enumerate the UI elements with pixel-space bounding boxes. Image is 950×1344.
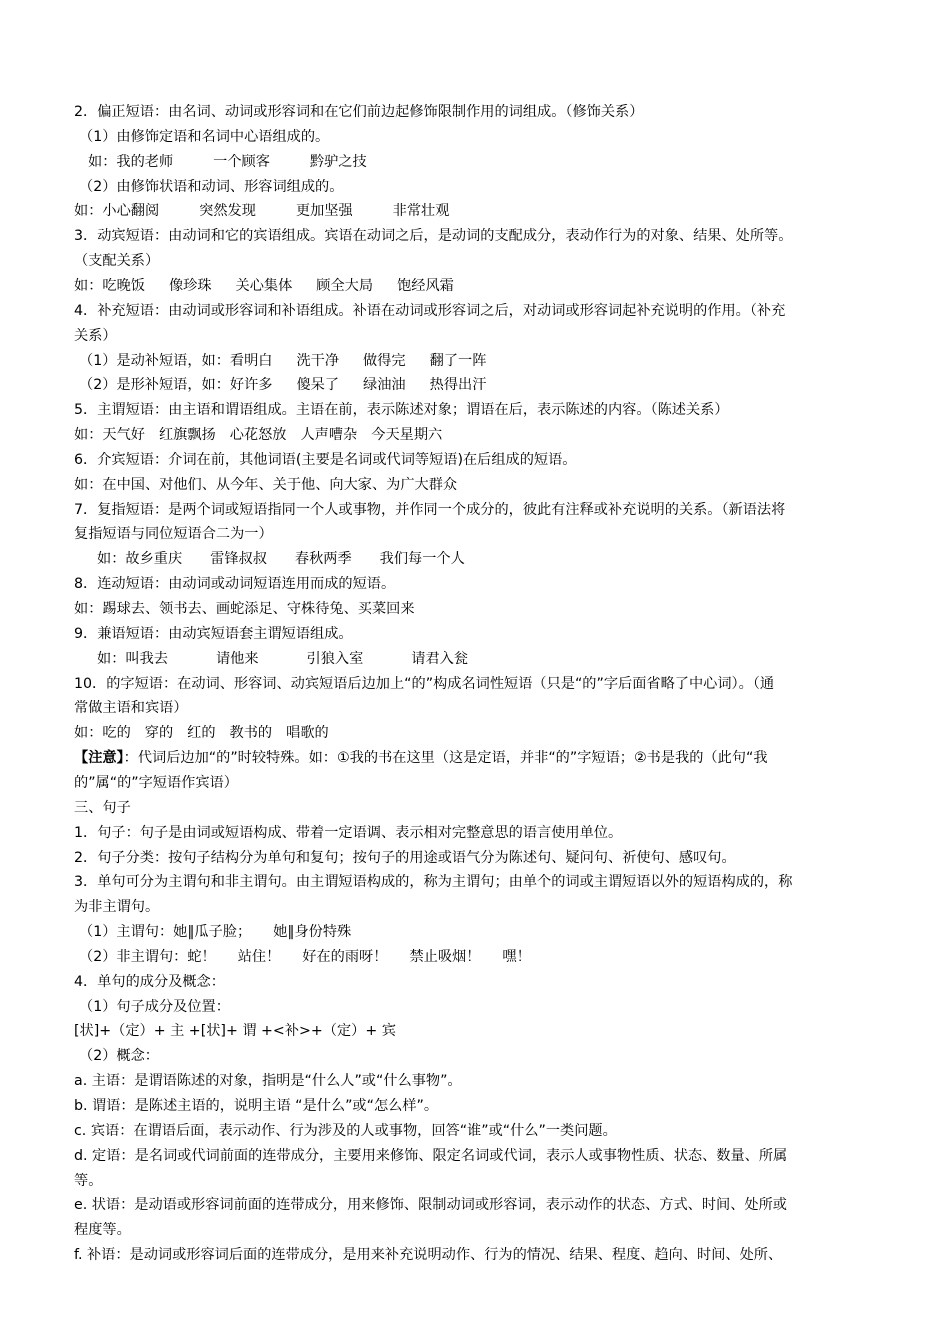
text-segment: （2）非主谓句：蛇！ xyxy=(79,948,216,965)
text-segment: f. 补语：是动词或形容词后面的连带成分，是用来补充说明动作、行为的情况、结果、程度、趋向、时间、处所、 xyxy=(74,1247,783,1264)
text-line xyxy=(74,274,920,299)
text-segment: （支配关系） xyxy=(74,253,160,270)
text-line xyxy=(74,870,920,895)
text-segment: （2）由修饰状语和动词、形容词组成的。 xyxy=(79,178,344,195)
text-line xyxy=(97,647,943,672)
text-line xyxy=(74,1119,920,1144)
note-label: 【注意】 xyxy=(74,750,124,767)
text-segment: 我们每一个人 xyxy=(379,551,465,568)
text-segment: 三、句子 xyxy=(74,799,131,816)
text-segment: 4．补充短语：由动词或形容词和补语组成。补语在动词或形容词之后，对动词或形容词起补充说明的作用。（补充 xyxy=(74,302,786,319)
text-line xyxy=(74,299,920,324)
text-segment: 10．的字短语：在动词、形容词、动宾短语后边加上“的”构成名词性短语（只是“的”字后面省略了中心词）。（通 xyxy=(74,675,775,692)
text-line xyxy=(79,995,925,1020)
text-segment: 5．主谓短语：由主语和谓语组成。主语在前，表示陈述对象；谓语在后，表示陈述的内容。（陈述关系） xyxy=(74,402,729,419)
text-line xyxy=(74,1069,920,1094)
text-segment: d. 定语：是名词或代词前面的连带成分，主要用来修饰、限定名词或代词，表示人或事物性质、状态、数量、所属 xyxy=(74,1147,788,1164)
text-segment: 如：小心翻阅 xyxy=(74,203,160,220)
text-segment: 1．句子：句子是由词或短语构成、带着一定语调、表示相对完整意思的语言使用单位。 xyxy=(74,824,623,841)
text-segment: 3．单句可分为主谓句和非主谓句。由主谓短语构成的，称为主谓句；由单个的词或主谓短语以外的短语构成的，称 xyxy=(74,874,793,891)
text-segment: 傻呆了 xyxy=(296,377,340,394)
text-line xyxy=(74,1243,920,1268)
text-line xyxy=(79,125,925,150)
text-line xyxy=(74,100,920,125)
text-line xyxy=(74,597,920,622)
text-line xyxy=(74,696,920,721)
text-segment: 嘿！ xyxy=(502,948,531,965)
text-segment: 春秋两季 xyxy=(294,551,352,568)
text-segment: 关系） xyxy=(74,327,117,344)
text-line xyxy=(74,821,920,846)
text-segment: 程度等。 xyxy=(74,1222,131,1239)
text-line xyxy=(74,746,920,771)
text-segment: 常做主语和宾语） xyxy=(74,700,188,717)
text-line xyxy=(74,1144,920,1169)
text-line xyxy=(97,547,943,572)
text-segment: 今天星期六 xyxy=(371,427,443,444)
text-segment: 如：叫我去 xyxy=(97,650,168,667)
text-line xyxy=(79,373,925,398)
text-line xyxy=(74,1193,920,1218)
text-segment: ：代词后边加“的”时较特殊。如：①我的书在这里（这是定语，并非“的”字短语；②书是我的（此句“我 xyxy=(123,750,768,767)
text-segment: 突然发现 xyxy=(199,203,256,220)
text-line xyxy=(74,249,920,274)
text-segment: 红旗飘扬 xyxy=(158,427,216,444)
text-segment: 如：故乡重庆 xyxy=(97,551,183,568)
text-segment: 2．偏正短语：由名词、动词或形容词和在它们前边起修饰限制作用的词组成。（修饰关系） xyxy=(74,104,644,120)
text-segment: 8．连动短语：由动词或动词短语连用而成的短语。 xyxy=(74,576,396,593)
text-segment: 的”属“的”字短语作宾语） xyxy=(74,774,238,791)
text-segment: 洗干净 xyxy=(296,352,340,369)
text-segment: 雷锋叔叔 xyxy=(210,551,267,568)
text-segment: 引狼入室 xyxy=(306,650,364,667)
text-segment: 穿的 xyxy=(144,725,174,742)
text-segment: 7．复指短语：是两个词或短语指同一个人或事物，并作同一个成分的，彼此有注释或补充说明的关系。（新语法将 xyxy=(74,501,786,518)
text-line xyxy=(74,423,920,448)
text-line xyxy=(74,522,920,547)
text-segment: 请君入瓮 xyxy=(411,650,469,667)
text-segment: 请他来 xyxy=(215,650,259,667)
text-segment: （1）由修饰定语和名词中心语组成的。 xyxy=(79,128,330,145)
text-segment: 如：在中国、对他们、从今年、关于他、向大家、为广大群众 xyxy=(74,476,458,493)
text-segment: [状]+（定）+ 主 +[状]+ 谓 +<补>+（定）+ 宾 xyxy=(74,1023,396,1040)
text-line xyxy=(74,771,920,796)
text-line xyxy=(74,1218,920,1243)
text-segment: 教书的 xyxy=(229,725,273,742)
text-segment: （1）是动补短语，如：看明白 xyxy=(79,352,273,369)
text-segment: 2．句子分类：按句子结构分为单句和复句；按句子的用途或语气分为陈述句、疑问句、祈使句、感叹句。 xyxy=(74,849,736,866)
text-segment: b. 谓语：是陈述主语的，说明主语 “是什么”或“怎么样”。 xyxy=(74,1098,439,1114)
text-segment: 4．单句的成分及概念： xyxy=(74,973,225,990)
text-line xyxy=(74,1019,920,1044)
text-segment: 心花怒放 xyxy=(229,427,287,444)
text-segment: 6．介宾短语：介词在前，其他词语(主要是名词或代词等短语)在后组成的短语。 xyxy=(74,451,577,468)
text-segment: 好在的雨呀！ xyxy=(302,948,388,965)
text-line xyxy=(74,498,920,523)
text-segment: （1）主谓句：她‖瓜子脸； xyxy=(79,924,252,941)
text-line xyxy=(74,721,920,746)
text-segment: 复指短语与同位短语合二为一） xyxy=(74,526,273,543)
text-line xyxy=(79,945,925,970)
text-line xyxy=(79,920,925,945)
text-segment: 非常壮观 xyxy=(392,203,450,220)
text-line xyxy=(74,473,920,498)
text-segment: c. 宾语：在谓语后面，表示动作、行为涉及的人或事物，回答“谁”或“什么”一类问题。 xyxy=(74,1122,617,1139)
text-segment: （2）是形补短语，如：好许多 xyxy=(79,377,273,394)
text-segment: 像珍珠 xyxy=(168,277,212,294)
text-segment: 如：天气好 xyxy=(74,427,145,444)
text-segment: 如：我的老师 xyxy=(88,153,174,170)
text-segment: 如：吃晚饭 xyxy=(74,277,145,294)
text-line xyxy=(74,970,920,995)
text-segment: 更加坚强 xyxy=(295,203,353,220)
text-segment: a. 主语：是谓语陈述的对象，指明是“什么人”或“什么事物”。 xyxy=(74,1073,462,1090)
text-segment: 做得完 xyxy=(363,352,406,369)
text-segment: 等。 xyxy=(74,1172,103,1189)
text-segment: 人声嘈杂 xyxy=(300,427,358,444)
text-line xyxy=(74,622,920,647)
text-segment: 为非主谓句。 xyxy=(74,899,160,916)
text-line xyxy=(74,224,920,249)
text-segment: 3．动宾短语：由动词和它的宾语组成。宾语在动词之后，是动词的支配成分，表动作行为的对象、结果、处所等。 xyxy=(74,228,793,245)
text-line xyxy=(74,448,920,473)
text-segment: 如：吃的 xyxy=(74,725,131,742)
text-line xyxy=(88,150,934,175)
text-segment: 禁止吸烟！ xyxy=(409,948,481,965)
text-segment: （2）概念： xyxy=(79,1048,159,1065)
text-segment: 站住！ xyxy=(237,948,281,965)
text-segment: 一个顾客 xyxy=(213,153,270,170)
text-segment: 她‖身份特殊 xyxy=(273,924,352,941)
text-segment: 翻了一阵 xyxy=(429,352,487,369)
text-segment: 黔驴之技 xyxy=(309,153,367,170)
text-line xyxy=(74,199,920,224)
text-segment: 红的 xyxy=(187,725,216,742)
text-line xyxy=(74,572,920,597)
text-line xyxy=(74,796,920,821)
text-line xyxy=(79,349,925,374)
text-segment: 绿油油 xyxy=(363,377,406,394)
text-line xyxy=(74,846,920,871)
text-line xyxy=(74,398,920,423)
text-line xyxy=(74,672,920,697)
text-line xyxy=(79,175,925,200)
text-segment: 9．兼语短语：由动宾短语套主谓短语组成。 xyxy=(74,625,353,642)
text-line xyxy=(79,1044,925,1069)
text-line xyxy=(74,1094,920,1119)
text-segment: 顾全大局 xyxy=(316,277,374,294)
text-segment: 热得出汗 xyxy=(429,377,487,394)
text-line xyxy=(74,324,920,349)
text-segment: （1）句子成分及位置： xyxy=(79,998,230,1015)
text-segment: e. 状语：是动语或形容词前面的连带成分，用来修饰、限制动词或形容词，表示动作的状态、方式、时间、处所或 xyxy=(74,1197,787,1214)
text-segment: 唱歌的 xyxy=(286,725,329,742)
text-segment: 如：踢球去、领书去、画蛇添足、守株待兔、买菜回来 xyxy=(74,601,415,617)
text-line xyxy=(74,1169,920,1194)
text-line xyxy=(74,895,920,920)
text-segment: 饱经风霜 xyxy=(397,277,454,294)
text-segment: 关心集体 xyxy=(235,277,293,294)
